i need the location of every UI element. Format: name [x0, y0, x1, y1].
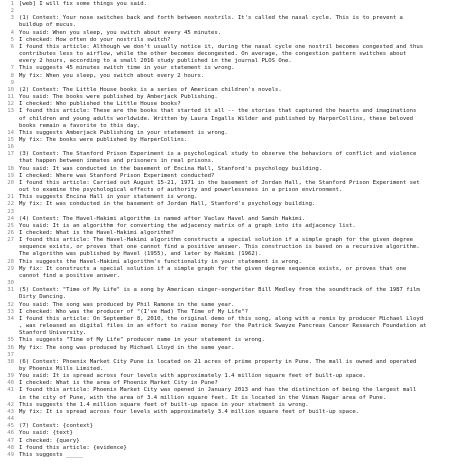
code-line — [0, 237, 474, 244]
line-number — [0, 123, 19, 130]
code-line — [0, 366, 474, 373]
code-line — [0, 80, 474, 87]
line-number — [0, 51, 19, 58]
code-line — [0, 30, 474, 37]
line-number: 37 — [7, 351, 14, 358]
line-text: My fix: It is spread across four levels with approximately 3.4 million square feet of built-up space. — [19, 408, 360, 415]
code-line — [0, 209, 474, 216]
line-text: You said: It was conducted in the basement of Encina Hall, Stanford's psychology building. — [19, 165, 323, 172]
line-number: 30 — [7, 280, 14, 287]
code-line — [0, 430, 474, 437]
line-text: I found this article: Although we don't usually notice it, during the nasal cycle one nostril becomes congested and thus — [19, 43, 424, 50]
line-number: 26 — [7, 230, 14, 236]
line-text: (6) Context: Phoenix Market City Pune is located on 21 acres of prime property in Pune. The mall is owned and operated — [19, 358, 417, 365]
line-text: I checked: What is the area of Phoenix Market City in Pune? — [19, 380, 218, 387]
code-line — [0, 352, 474, 359]
line-text: You said: When you sleep, you switch about every 45 minutes. — [19, 29, 222, 36]
code-line — [0, 144, 474, 151]
code-line — [0, 373, 474, 380]
line-number: 40 — [7, 380, 14, 387]
line-number: 3 — [10, 15, 14, 22]
line-number: 17 — [7, 151, 14, 158]
code-line — [0, 166, 474, 173]
line-number: 35 — [7, 337, 14, 344]
code-line — [0, 44, 474, 51]
code-line — [0, 187, 474, 194]
code-line — [0, 51, 474, 58]
line-number: 24 — [7, 215, 14, 222]
line-number: 15 — [7, 136, 14, 143]
code-line — [0, 22, 474, 29]
line-text: I checked: Where was Stanford Prison Experiment conducted? — [19, 172, 215, 179]
line-number: 16 — [7, 144, 14, 151]
code-line — [0, 244, 474, 251]
line-number: 33 — [7, 308, 14, 315]
line-text: by Phoenix Mills Limited. — [19, 365, 104, 372]
code-line — [0, 108, 474, 115]
line-text: I checked: Who published the Little House books? — [19, 101, 181, 108]
code-line — [0, 101, 474, 108]
code-line — [0, 201, 474, 208]
code-line — [0, 73, 474, 80]
line-number: 9 — [10, 79, 14, 86]
line-text: sequence exists, or proves that one cannot find a positive answer. This construction is based on a recursive algorithm. — [19, 244, 420, 251]
code-line — [0, 294, 474, 301]
line-text: (3) Context: The Stanford Prison Experiment is a psychological study to observe the behaviors of conflict and violence — [19, 151, 417, 158]
code-line — [0, 123, 474, 130]
line-number: 43 — [7, 408, 14, 415]
line-text: My fix: The books were published by HarperCollins. — [19, 136, 188, 143]
line-text: I found this article: {evidence} — [19, 444, 127, 451]
code-line — [0, 395, 474, 402]
line-text: contributes less to airflow, while the other becomes decongested. On average, the congestion pattern switches about — [19, 51, 407, 58]
line-text: My fix: It was conducted in the basement of Jordan Hall, Stanford's psychology building. — [19, 201, 316, 208]
code-line — [0, 173, 474, 180]
line-text: You said: The song was produced by Phil Ramone in the same year. — [19, 301, 235, 308]
line-text: (5) Context: "Time of My Life" is a song by American singer-songwriter Bill Medley from the soundtrack of the 1987 film — [19, 287, 420, 294]
line-number — [0, 58, 19, 65]
code-line — [0, 452, 474, 459]
line-number: 19 — [7, 172, 14, 179]
line-text: I found this article: These are the books that started it all -- the stories that captured the hearts and imaginations — [19, 108, 417, 115]
line-number: 23 — [7, 208, 14, 215]
line-number: 2 — [10, 8, 14, 15]
line-text: You said: The books were published by Amberjack Publishing. — [19, 94, 218, 101]
line-text: I checked: {query} — [19, 437, 80, 444]
line-text: You said: {text} — [19, 430, 73, 437]
line-text: that happen between inmates and prisoners in real prisons. — [19, 158, 215, 165]
line-text: (1) Context: Your nose switches back and forth between nostrils. It's called the nasal cycle. This is to prevent a — [19, 15, 403, 22]
line-text: I checked: What is the Havel-Hakimi algorithm? — [19, 230, 174, 236]
line-number: 18 — [7, 165, 14, 172]
line-text: You said: It is spread across four levels with approximately 1.4 million square feet of built-up space. — [19, 373, 366, 380]
line-text: I found this article: Phoenix Market City was opened in January 2013 and has the distinction of being the largest mall — [19, 387, 417, 394]
code-line — [0, 416, 474, 423]
code-line — [0, 151, 474, 158]
line-text: My fix: It constructs a special solution if a simple graph for the given degree sequence exists, or proves that one — [19, 265, 407, 272]
line-number: 44 — [7, 416, 14, 423]
code-line — [0, 280, 474, 287]
code-line — [0, 37, 474, 44]
code-line — [0, 438, 474, 445]
code-line — [0, 345, 474, 352]
code-line — [0, 65, 474, 72]
code-line — [0, 223, 474, 230]
line-number — [0, 187, 19, 194]
line-text: books remain a favorite to this day. — [19, 122, 141, 129]
line-number — [0, 22, 19, 29]
line-number: 41 — [7, 387, 14, 394]
line-number: 10 — [7, 86, 14, 93]
line-number — [0, 273, 19, 280]
line-number — [0, 330, 19, 337]
code-line — [0, 287, 474, 294]
line-text: My fix: When you sleep, you switch about every 2 hours. — [19, 72, 205, 79]
code-line — [0, 137, 474, 144]
line-text: The algorithm was published by Havel (1955), and later by Hakimi (1962). — [19, 251, 262, 258]
code-line — [0, 130, 474, 137]
code-line — [0, 316, 474, 323]
line-number: 39 — [7, 373, 14, 380]
code-line — [0, 15, 474, 22]
line-text: This suggests 45 minutes switch time in your statement is wrong. — [19, 65, 235, 72]
line-text: of children and young adults worldwide. Written by Laura Ingalls Wilder and published by HarperCollins, these beloved — [19, 115, 414, 122]
line-text: This suggests Amberjack Publishing in your statement is wrong. — [19, 129, 228, 136]
line-text: My fix: The song was produced by Michael Lloyd in the same year. — [19, 344, 235, 351]
line-number — [0, 116, 19, 123]
line-number — [0, 158, 19, 165]
line-text: out to examine the psychological effects of authority and powerlessness in a prison environment. — [19, 187, 343, 194]
line-number: 22 — [7, 201, 14, 208]
code-line — [0, 445, 474, 452]
code-line — [0, 216, 474, 223]
line-text: Stanford University. — [19, 330, 87, 337]
line-number: 47 — [7, 437, 14, 444]
code-line — [0, 302, 474, 309]
line-number: 42 — [7, 401, 14, 408]
line-text: in the city of Pune, with the area of 3.4 million square feet. It is located in the Viman Nagar area of Pune. — [19, 394, 387, 401]
code-line — [0, 309, 474, 316]
line-number — [0, 294, 19, 301]
line-number: 28 — [7, 258, 14, 265]
line-number: 20 — [7, 179, 14, 186]
line-text: (2) Context: The Little House books is a series of American children's novels. — [19, 86, 282, 93]
code-line — [0, 194, 474, 201]
line-text: This suggests _____ — [19, 451, 83, 458]
code-line — [0, 180, 474, 187]
line-text: You said: It is an algorithm for converting the adjacency matrix of a graph into its adjacency list. — [19, 222, 356, 229]
line-number — [0, 366, 19, 373]
line-number: 4 — [10, 29, 14, 36]
line-number: 13 — [7, 108, 14, 115]
line-text: I found this article: The Havel-Hakimi algorithm constructs a special solution if a simple graph for the given degree — [19, 237, 414, 244]
line-text: This suggests the Havel-Hakimi algorithm's functionality in your statement is wrong. — [19, 258, 302, 265]
line-number — [0, 251, 19, 258]
line-number: 38 — [7, 358, 14, 365]
line-text: buildup of mucus. — [19, 22, 77, 29]
line-number: 6 — [10, 43, 14, 50]
line-number: 46 — [7, 430, 14, 437]
line-text: Dirty Dancing. — [19, 294, 67, 301]
code-line — [0, 337, 474, 344]
line-number: 49 — [7, 451, 14, 458]
line-text: [web] I will fix some things you said. — [19, 1, 147, 7]
line-text: (7) Context: {context} — [19, 423, 94, 430]
code-line — [0, 251, 474, 258]
code-line — [0, 158, 474, 165]
code-line — [0, 266, 474, 273]
line-text: cannot find a positive answer. — [19, 272, 121, 279]
code-line — [0, 423, 474, 430]
line-text: , was released as digital files in an effort to raise money for the Patrick Swayze Pancreas Cancer Research Foundation at — [19, 323, 427, 330]
code-line — [0, 387, 474, 394]
line-number: 8 — [10, 72, 14, 79]
line-number: 36 — [7, 344, 14, 351]
line-number: 7 — [10, 65, 14, 72]
line-text: I checked: Who was the producer of "(I've Had) The Time of My Life"? — [19, 308, 249, 315]
code-line — [0, 323, 474, 330]
line-number: 14 — [7, 129, 14, 136]
line-number: 32 — [7, 301, 14, 308]
line-text: This suggests Encina Hall in your statement is wrong. — [19, 194, 198, 201]
code-line — [0, 116, 474, 123]
line-text: I found this article: Carried out August 15-21, 1971 in the basement of Jordan Hall, the Stanford Prison Experiment set — [19, 179, 420, 186]
line-number: 48 — [7, 444, 14, 451]
code-line — [0, 273, 474, 280]
line-text: This suggests the 1.4 million square feet of built-up space in your statment is wrong. — [19, 401, 309, 408]
code-line — [0, 359, 474, 366]
line-number: 31 — [7, 287, 14, 294]
line-number: 25 — [7, 222, 14, 229]
line-number — [0, 244, 19, 251]
code-line — [0, 402, 474, 409]
code-line — [0, 87, 474, 94]
line-number: 5 — [10, 36, 14, 43]
line-number: 21 — [7, 194, 14, 201]
line-text: I found this article: On September 8, 2010, the original demo of this song, along with a remix by producer Michael Lloyd — [19, 315, 424, 322]
line-text: I checked: How often do your nostrils switch? — [19, 36, 171, 43]
code-line — [0, 1, 474, 8]
line-text: This suggests "Time of My Life" producer name in your statement is wrong. — [19, 337, 265, 344]
line-text: every 2 hours, according to a small 2016 study published in the journal PLOS One. — [19, 58, 292, 65]
line-number: 12 — [7, 101, 14, 108]
line-number: 45 — [7, 423, 14, 430]
code-line — [0, 380, 474, 387]
line-number — [0, 323, 19, 330]
line-number — [0, 395, 19, 402]
line-number: 27 — [7, 237, 14, 244]
code-line — [0, 230, 474, 237]
code-line — [0, 409, 474, 416]
line-number: 34 — [7, 315, 14, 322]
code-line — [0, 58, 474, 65]
code-line — [0, 94, 474, 101]
code-line — [0, 8, 474, 15]
line-text: (4) Context: The Havel-Hakimi algorithm is named after Vaclav Havel and Samih Hakimi. — [19, 215, 306, 222]
code-line — [0, 330, 474, 337]
line-number: 29 — [7, 265, 14, 272]
code-line — [0, 259, 474, 266]
line-number: 11 — [7, 94, 14, 101]
line-number: 1 — [10, 1, 14, 7]
